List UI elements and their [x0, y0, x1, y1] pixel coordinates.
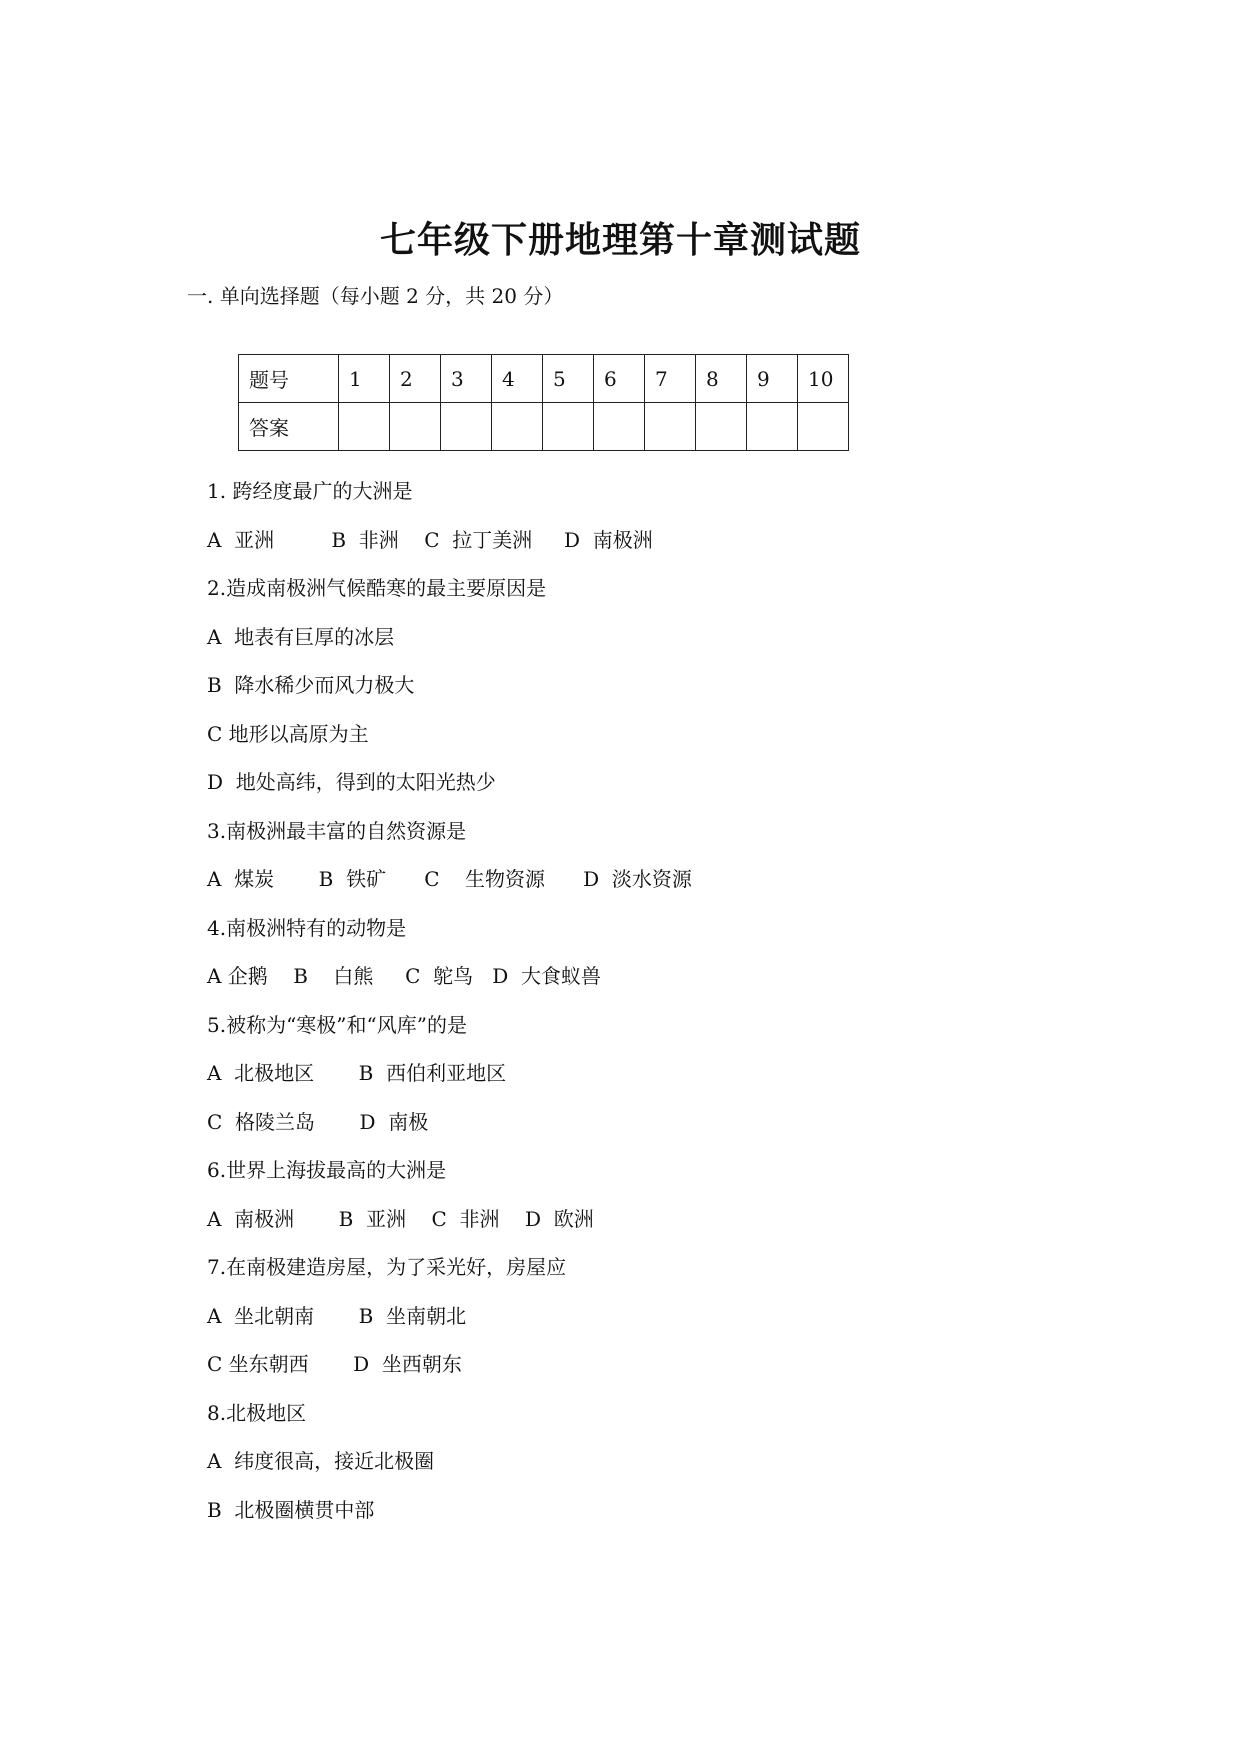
table-cell-number: 6	[594, 355, 645, 403]
answer-cell	[594, 403, 645, 451]
answer-cell	[645, 403, 696, 451]
section-heading: 一. 单向选择题（每小题 2 分，共 20 分）	[187, 284, 564, 308]
table-row-numbers	[239, 355, 849, 403]
answer-options: A 企鹅 B 白熊 C 鸵鸟 D 大食蚁兽	[207, 964, 601, 988]
question-text: 7.在南极建造房屋，为了采光好，房屋应	[207, 1255, 567, 1279]
answer-option: D 地处高纬，得到的太阳光热少	[207, 770, 496, 794]
table-row-answers	[239, 403, 849, 451]
answer-cell	[798, 403, 849, 451]
table-header-cell: 题号	[239, 355, 339, 403]
table-cell-number: 10	[798, 355, 849, 403]
answer-cell	[441, 403, 492, 451]
answer-option: B 降水稀少而风力极大	[207, 673, 415, 697]
question-text: 5.被称为“寒极”和“风库”的是	[207, 1013, 467, 1037]
table-cell-number: 1	[339, 355, 390, 403]
answer-cell	[747, 403, 798, 451]
answer-options: C 格陵兰岛 D 南极	[207, 1110, 429, 1134]
answer-cell	[492, 403, 543, 451]
table-cell-number: 5	[543, 355, 594, 403]
table-cell-number: 3	[441, 355, 492, 403]
page-title: 七年级下册地理第十章测试题	[379, 219, 861, 261]
question-text: 2.造成南极洲气候酷寒的最主要原因是	[207, 576, 547, 600]
answer-options: A 亚洲 B 非洲 C 拉丁美洲 D 南极洲	[207, 528, 653, 552]
question-text: 3.南极洲最丰富的自然资源是	[207, 819, 467, 843]
table-cell-number: 2	[390, 355, 441, 403]
answer-table	[238, 354, 849, 451]
question-text: 4.南极洲特有的动物是	[207, 916, 407, 940]
answer-options: C 坐东朝西 D 坐西朝东	[207, 1352, 462, 1376]
table-header-cell: 答案	[239, 403, 339, 451]
answer-option: B 北极圈横贯中部	[207, 1498, 375, 1522]
answer-cell	[339, 403, 390, 451]
question-text: 6.世界上海拔最高的大洲是	[207, 1158, 447, 1182]
answer-cell	[696, 403, 747, 451]
table-cell-number: 4	[492, 355, 543, 403]
answer-option: C 地形以高原为主	[207, 722, 369, 746]
answer-option: A 地表有巨厚的冰层	[207, 625, 395, 649]
question-text: 1. 跨经度最广的大洲是	[207, 479, 413, 503]
answer-options: A 坐北朝南 B 坐南朝北	[207, 1304, 467, 1328]
table-cell-number: 9	[747, 355, 798, 403]
question-text: 8.北极地区	[207, 1401, 307, 1425]
answer-options: A 北极地区 B 西伯利亚地区	[207, 1061, 507, 1085]
table-cell-number: 7	[645, 355, 696, 403]
table-cell-number: 8	[696, 355, 747, 403]
answer-options: A 煤炭 B 铁矿 C 生物资源 D 淡水资源	[207, 867, 692, 891]
answer-cell	[390, 403, 441, 451]
answer-options: A 南极洲 B 亚洲 C 非洲 D 欧洲	[207, 1207, 594, 1231]
answer-cell	[543, 403, 594, 451]
answer-option: A 纬度很高，接近北极圈	[207, 1449, 435, 1473]
